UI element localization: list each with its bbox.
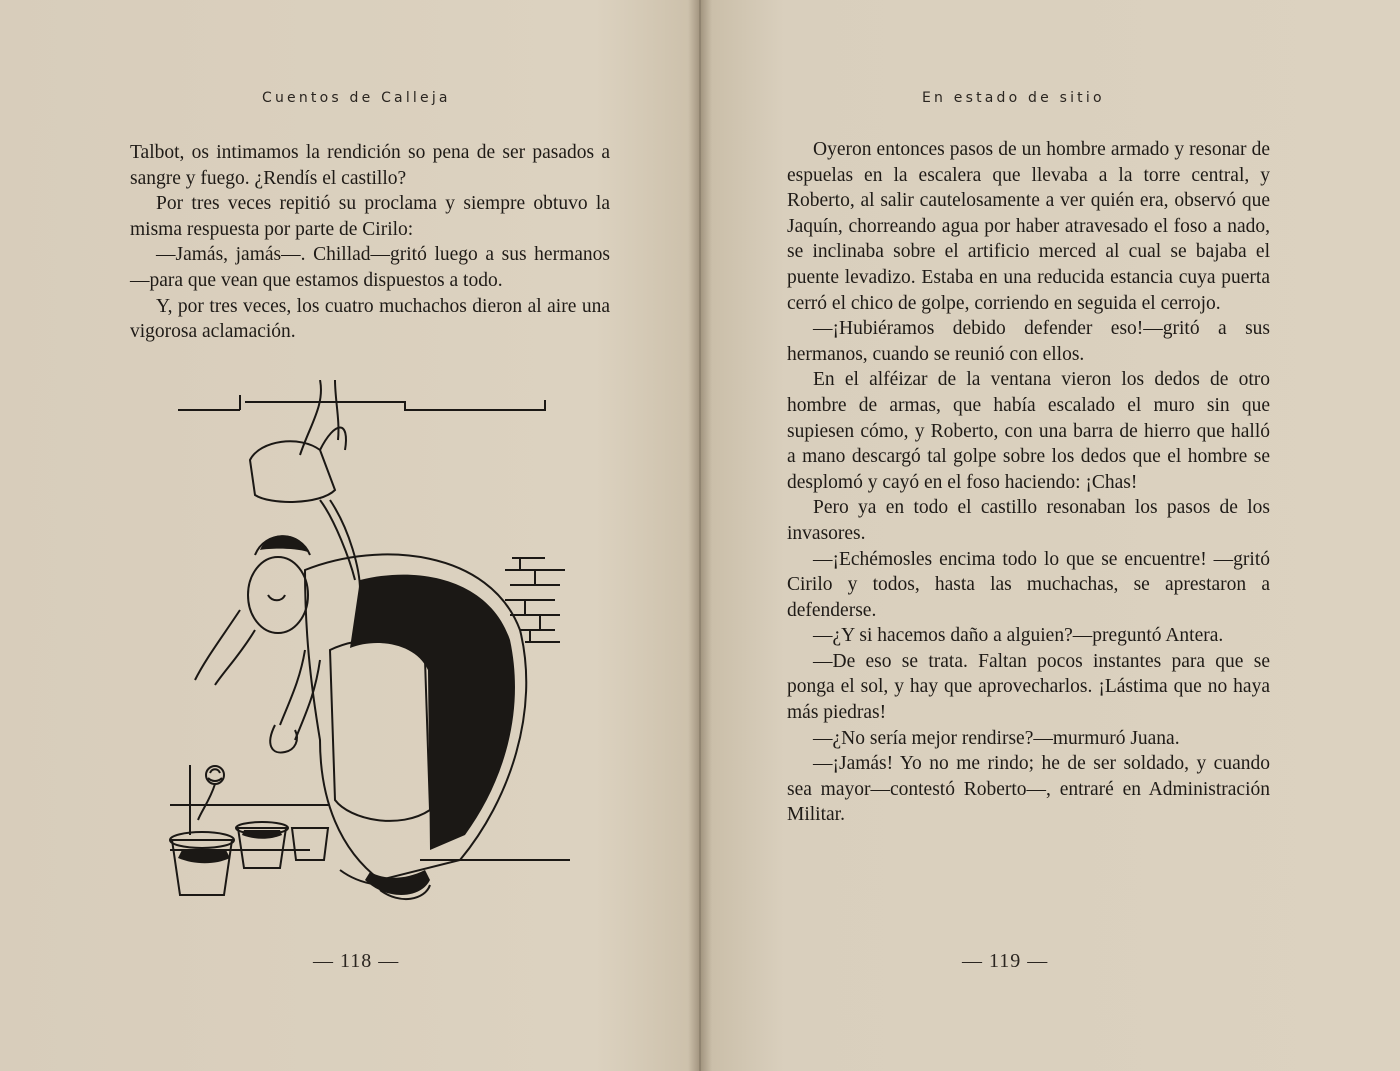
right-page-text [787, 137, 1270, 828]
paragraph: Por tres veces repitió su proclama y siempre obtuvo la misma respuesta por parte de Cirilo: [130, 193, 610, 240]
running-head-left: Cuentos de Calleja [262, 90, 451, 106]
woman-watering-flowers-illustration [160, 380, 580, 940]
paragraph: —Jamás, jamás—. Chillad—gritó luego a sus hermanos—para que vean que estamos dispuestos a todo. [130, 244, 610, 291]
paragraph: —¿No sería mejor rendirse?—murmuró Juana. [813, 727, 1180, 749]
paragraph: —¡Echémosles encima todo lo que se encuentre! —gritó Cirilo y todos, hasta las muchachas, se aprestaron a defenderse. [787, 548, 1270, 621]
paragraph: Talbot, os intimamos la rendición so pena de ser pasados a sangre y fuego. ¿Rendís el castillo? [130, 142, 610, 189]
paragraph: —¡Jamás! Yo no me rindo; he de ser soldado, y cuando sea mayor—contestó Roberto—, entraré en Administración Militar. [787, 753, 1270, 826]
paragraph: Y, por tres veces, los cuatro muchachos dieron al aire una vigorosa aclamación. [130, 295, 610, 343]
book-gutter [688, 0, 712, 1071]
right-page [700, 0, 1400, 1071]
paragraph: —¿Y si hacemos daño a alguien?—preguntó Antera. [813, 625, 1224, 647]
paragraph: Oyeron entonces pasos de un hombre armado y resonar de espuelas en la escalera que llevaba a la torre central, y Roberto, al salir cautelosamente a ver quién era, observó que Jaquín, chorreando agua por haber atravesado el foso a nado, se inclinaba sobre el artificio merced al cual se bajaba el puente levadizo. Estaba en una reducida estancia cuya puerta cerró el chico de golpe, corriendo en seguida el cerrojo. [787, 139, 1270, 314]
page-number-right: — 119 — [962, 950, 1049, 972]
paragraph: Pero ya en todo el castillo resonaban los pasos de los invasores. [787, 497, 1270, 544]
running-head-right: En estado de sitio [922, 90, 1105, 106]
paragraph: —¡Hubiéramos debido defender eso!—gritó a sus hermanos, cuando se reunió con ellos. [787, 318, 1270, 365]
left-page-text [130, 140, 610, 345]
page-number-left: — 118 — [313, 950, 400, 972]
paragraph: En el alféizar de la ventana vieron los dedos de otro hombre de armas, que había escalado el muro sin que supiesen cómo, y Roberto, con una barra de hierro que halló a mano descargó tal golpe sobre los dedos que el hombre se desplomó y cayó en el foso haciendo: ¡Chas! [787, 369, 1270, 493]
paragraph: —De eso se trata. Faltan pocos instantes para que se ponga el sol, y hay que aprovecharlos. ¡Lástima que no haya más piedras! [787, 650, 1270, 724]
